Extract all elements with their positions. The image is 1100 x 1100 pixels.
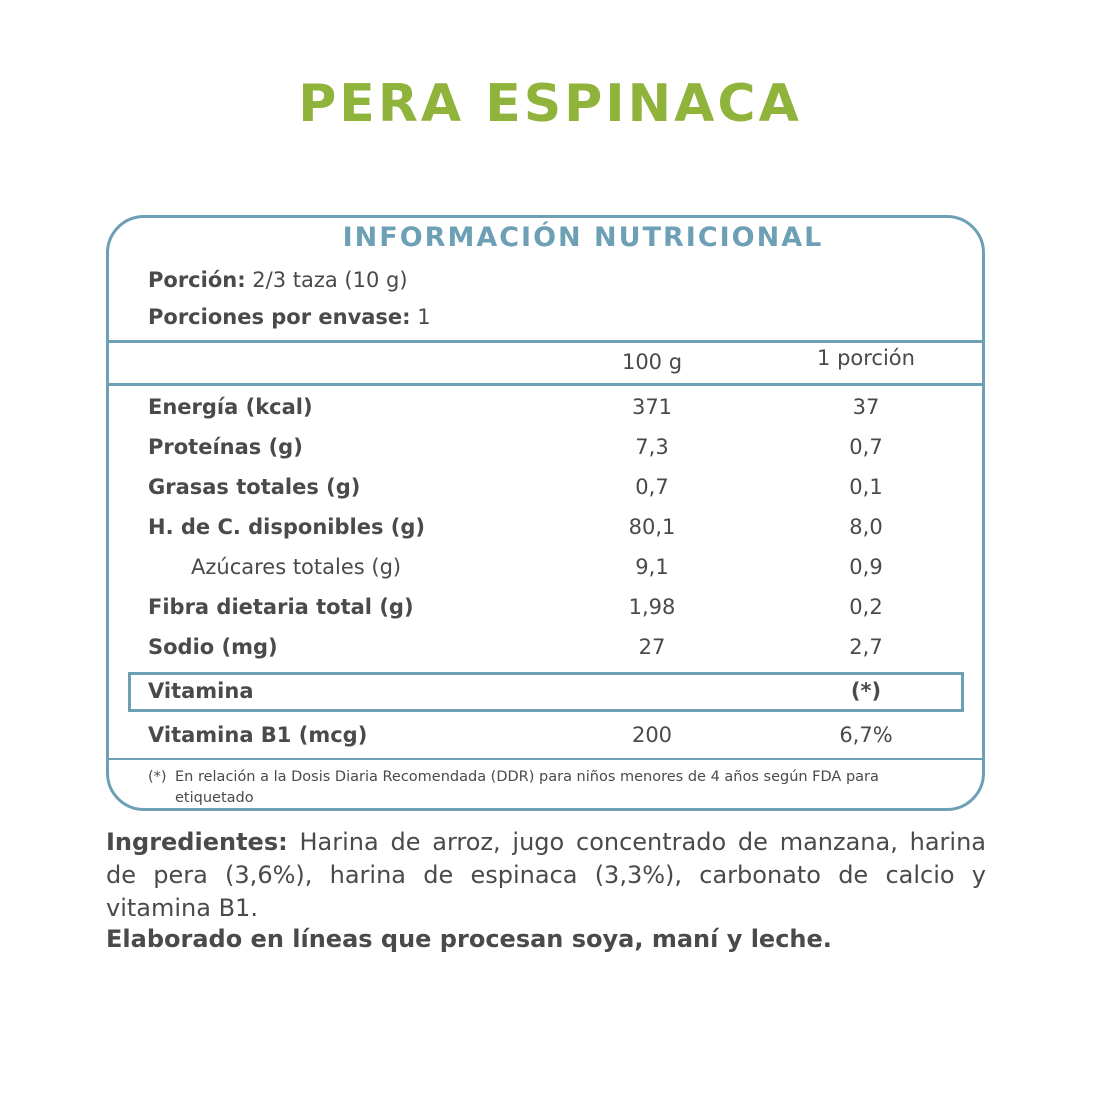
divider-header-top bbox=[106, 340, 985, 343]
nutrient-value-100g: 9,1 bbox=[635, 555, 669, 579]
column-header-100g: 100 g bbox=[621, 350, 683, 374]
divider-header-bottom bbox=[106, 383, 985, 386]
allergen-note: Elaborado en líneas que procesan soya, maní y leche. bbox=[106, 925, 832, 953]
footnote-mark: (*) bbox=[148, 769, 167, 785]
nutrient-value-100g: 80,1 bbox=[628, 515, 676, 539]
footnote bbox=[148, 767, 948, 809]
servings-per-container-value: 1 bbox=[410, 305, 431, 329]
ingredients-label: Ingredientes: bbox=[106, 828, 288, 856]
vitamin-value-100g: 200 bbox=[631, 723, 673, 747]
ingredients-text: Harina de arroz, jugo concentrado de manzana, harina de pera (3,6%), harina de espinaca (3,3%), carbonato de calcio y vitamina B1. bbox=[106, 828, 986, 922]
footnote-text: En relación a la Dosis Diaria Recomendada (DDR) para niños menores de 4 años según FDA para etiquetado bbox=[175, 769, 879, 806]
vitamin-label: Vitamina B1 (mcg) bbox=[148, 723, 368, 747]
nutrient-label: Fibra dietaria total (g) bbox=[148, 595, 414, 619]
nutrient-row bbox=[0, 595, 1100, 635]
nutrient-value-100g: 1,98 bbox=[628, 595, 676, 619]
vitamin-header-row bbox=[0, 679, 1100, 719]
serving-size-label: Porción: bbox=[148, 268, 246, 292]
nutrient-label: Sodio (mg) bbox=[148, 635, 278, 659]
serving-size bbox=[148, 268, 408, 292]
nutrient-row-sub bbox=[0, 555, 1100, 595]
nutrient-value-serving: 0,7 bbox=[849, 435, 883, 459]
vitamin-header-label: Vitamina bbox=[148, 679, 254, 703]
nutrient-row bbox=[0, 435, 1100, 475]
nutrient-value-serving: 0,1 bbox=[849, 475, 883, 499]
nutrient-value-serving: 2,7 bbox=[849, 635, 883, 659]
column-header-serving: 1 porción bbox=[817, 346, 915, 370]
nutrient-value-serving: 0,2 bbox=[849, 595, 883, 619]
nutrient-label: Proteínas (g) bbox=[148, 435, 303, 459]
nutrient-row bbox=[0, 635, 1100, 675]
nutrient-value-100g: 7,3 bbox=[635, 435, 669, 459]
nutrient-row bbox=[0, 515, 1100, 555]
vitamin-header-mark: (*) bbox=[850, 679, 882, 703]
nutrient-label: Grasas totales (g) bbox=[148, 475, 361, 499]
nutrition-panel-title: INFORMACIÓN NUTRICIONAL bbox=[342, 222, 824, 253]
vitamin-row bbox=[0, 723, 1100, 763]
nutrient-label: H. de C. disponibles (g) bbox=[148, 515, 425, 539]
nutrient-value-100g: 371 bbox=[631, 395, 673, 419]
nutrient-value-serving: 0,9 bbox=[849, 555, 883, 579]
nutrient-value-100g: 27 bbox=[638, 635, 666, 659]
servings-per-container-label: Porciones por envase: bbox=[148, 305, 411, 329]
vitamin-value-serving: 6,7% bbox=[839, 723, 893, 747]
product-title: PERA ESPINACA bbox=[298, 74, 802, 134]
nutrient-row bbox=[0, 395, 1100, 435]
divider-footnote bbox=[106, 758, 985, 760]
nutrient-label: Energía (kcal) bbox=[148, 395, 313, 419]
serving-size-value: 2/3 taza (10 g) bbox=[245, 268, 408, 292]
servings-per-container bbox=[148, 305, 431, 329]
ingredients bbox=[106, 826, 986, 925]
nutrient-value-serving: 8,0 bbox=[849, 515, 883, 539]
nutrient-value-100g: 0,7 bbox=[635, 475, 669, 499]
nutrient-row bbox=[0, 475, 1100, 515]
nutrient-value-serving: 37 bbox=[852, 395, 880, 419]
nutrient-label: Azúcares totales (g) bbox=[191, 555, 402, 579]
